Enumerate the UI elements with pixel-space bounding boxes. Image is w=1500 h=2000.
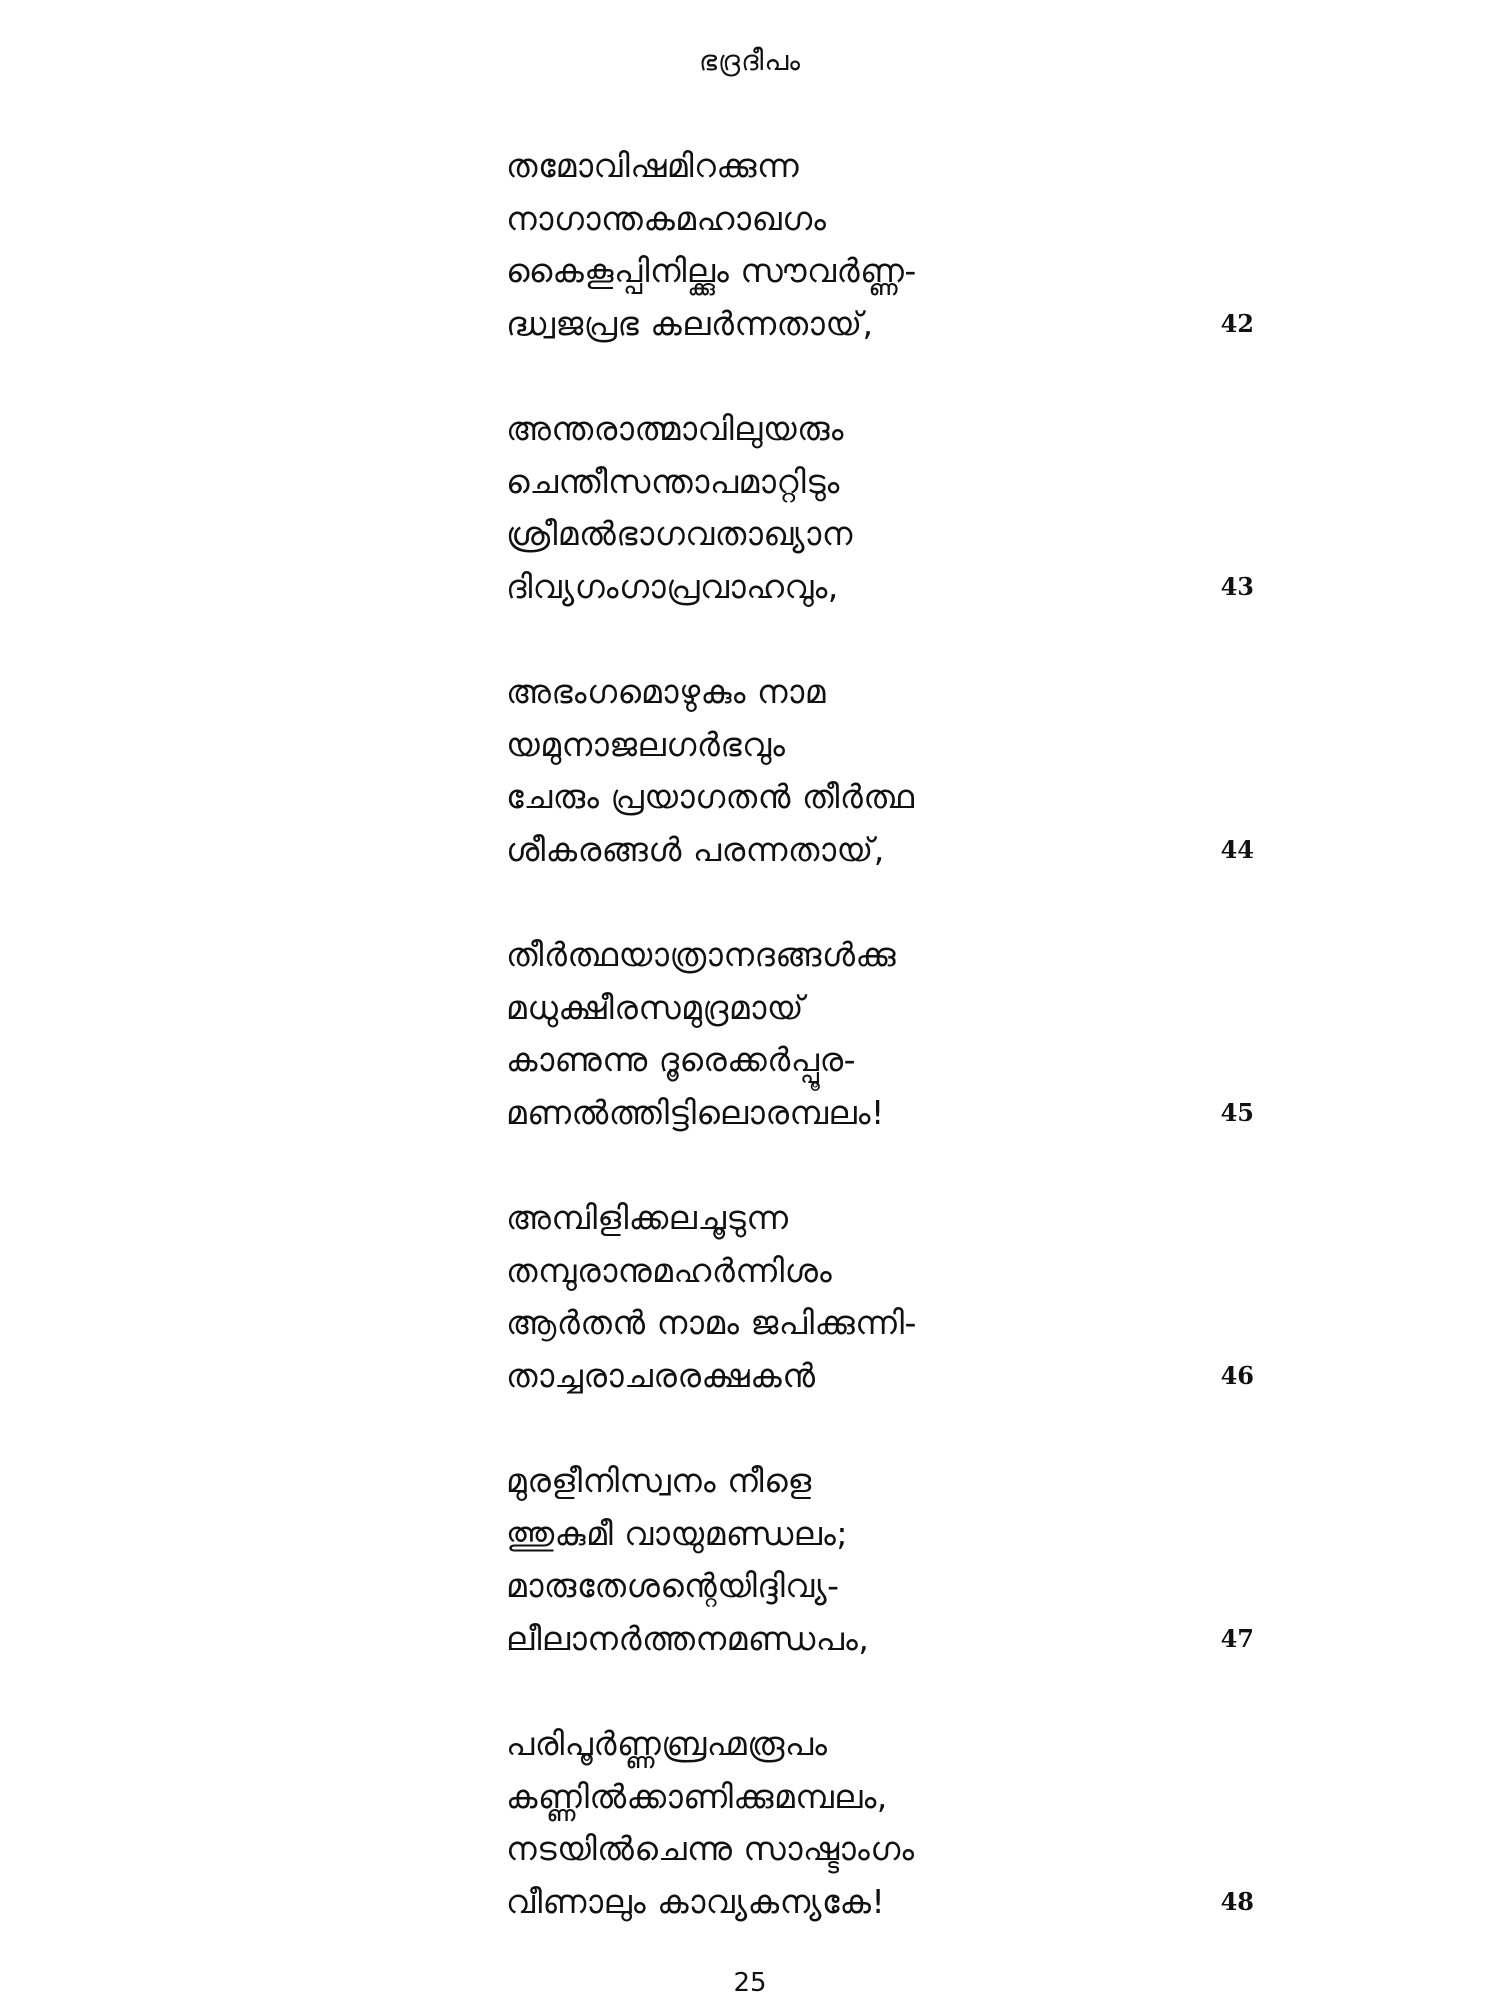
verse-line: ദിവ്യഗംഗാപ്രവാഹവും,	[506, 566, 839, 606]
verse-line: അമ്പിളിക്കലചൂടുന്ന	[506, 1198, 789, 1237]
verse-line: പരിപൂർണ്ണബ്രഹ്മരൂപം	[506, 1724, 828, 1763]
verse-line: ആർതൻ നാമം ജപിക്കുന്നി-	[506, 1303, 917, 1342]
verse-line: മുരളീനിസ്വനം നീളെ	[506, 1461, 812, 1500]
verse-line: വീണാലും കാവ്യകന്യകേ!	[506, 1881, 886, 1921]
stanza-number: 42	[1220, 308, 1254, 338]
stanza	[506, 1718, 1266, 1981]
verse-line: തമ്പുരാനുമഹർന്നിശം	[506, 1250, 833, 1290]
poem-body	[506, 140, 1266, 1981]
verse-line: മധുക്ഷീരസമുദ്രമായ്	[506, 987, 805, 1027]
verse-line: യമുനാജലഗർഭവും	[506, 724, 786, 764]
verse-line: തീർത്ഥയാത്രാനദങ്ങൾക്കു	[506, 935, 897, 974]
verse-line: ചേരും പ്രയാഗതൻ തീർത്ഥ	[506, 777, 915, 816]
verse-line: നടയിൽചെന്നു സാഷ്ടാംഗം	[506, 1829, 915, 1868]
verse-line: കാണുന്നു ദൂരെക്കർപ്പൂര-	[506, 1040, 856, 1079]
verse-line: താച്ചരാചരരക്ഷകൻ	[506, 1355, 816, 1395]
verse-line: മണൽത്തിട്ടിലൊരമ്പലം!	[506, 1092, 885, 1132]
verse-line: നാഗാന്തകമഹാഖഗം	[506, 198, 827, 238]
stanza	[506, 140, 1266, 403]
stanza-number: 48	[1220, 1886, 1254, 1916]
stanza-number: 47	[1220, 1623, 1254, 1653]
stanza	[506, 1192, 1266, 1455]
verse-line: ചെന്തീസന്താപമാറ്റിടും	[506, 461, 840, 501]
running-header: ഭദ്രദീപം	[698, 44, 802, 77]
stanza-number: 46	[1220, 1360, 1254, 1390]
page-number: 25	[733, 1968, 767, 1998]
verse-line: തമോവിഷമിറക്കുന്ന	[506, 146, 800, 185]
stanza	[506, 929, 1266, 1192]
stanza-number: 45	[1220, 1097, 1254, 1127]
verse-line: ത്തുകുമീ വായുമണ്ഡലം;	[506, 1513, 848, 1553]
verse-line: ശ്രീമൽഭാഗവതാഖ്യാന	[506, 514, 853, 553]
verse-line: കണ്ണിൽക്കാണിക്കുമമ്പലം,	[506, 1776, 888, 1816]
verse-line: കൈകൂപ്പിനില്ക്കും സൗവർണ്ണ-	[506, 251, 917, 290]
stanza	[506, 666, 1266, 929]
verse-line: ശീകരങ്ങൾ പരന്നതായ്,	[506, 829, 885, 869]
stanza-number: 43	[1220, 571, 1254, 601]
stanza	[506, 1455, 1266, 1718]
verse-line: അഭംഗമൊഴുകും നാമ	[506, 672, 826, 711]
verse-line: അന്തരാത്മാവിലുയരും	[506, 409, 844, 448]
stanza	[506, 403, 1266, 666]
stanza-number: 44	[1220, 834, 1254, 864]
verse-line: മാരുതേശന്റെയിദ്ദിവ്യ-	[506, 1566, 840, 1605]
verse-line: ദ്ധ്വജപ്രഭ കലർന്നതായ്,	[506, 303, 874, 343]
verse-line: ലീലാനർത്തനമണ്ഡപം,	[506, 1618, 870, 1658]
